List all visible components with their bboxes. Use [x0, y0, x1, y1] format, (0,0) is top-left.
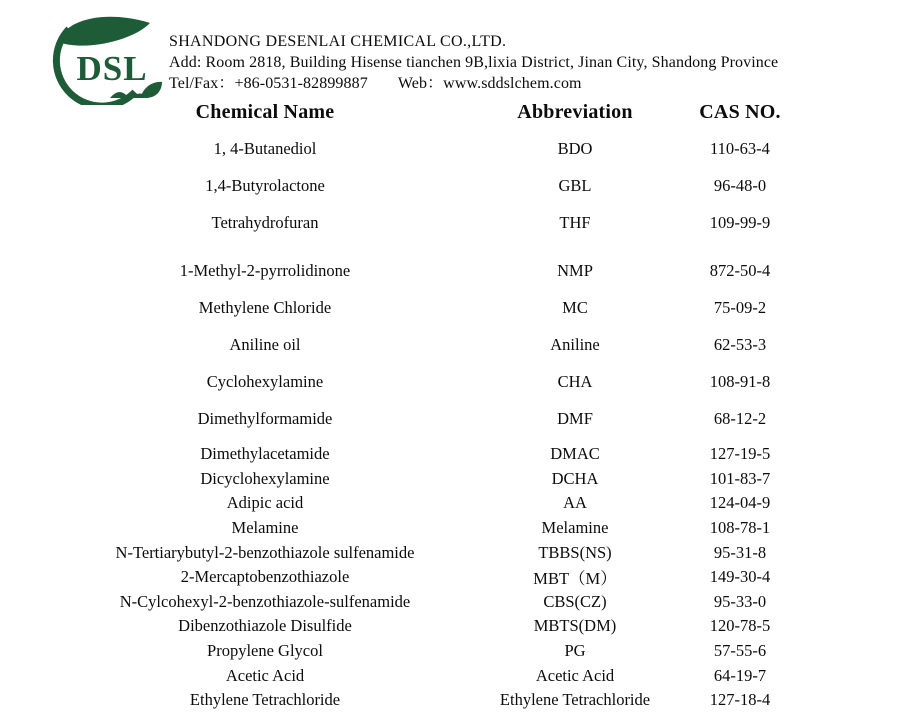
table-row [60, 204, 800, 241]
table-row [60, 491, 800, 516]
chemical-name: Propylene Glycol [207, 641, 323, 661]
abbreviation: TBBS(NS) [538, 542, 612, 562]
chemical-name: N-Cylcohexyl-2-benzothiazole-sulfenamide [119, 591, 411, 611]
abbreviation: MBTS(DM) [533, 616, 617, 636]
abbreviation: DCHA [551, 468, 599, 488]
chemical-name: 1, 4-Butanediol [213, 138, 317, 158]
web-url: www.sddslchem.com [443, 75, 582, 92]
chemical-name: Dibenzothiazole Disulfide [178, 616, 352, 636]
abbreviation: BDO [557, 138, 593, 158]
chemical-name: 1,4-Butyrolactone [205, 175, 325, 195]
cas-number: 62-53-3 [713, 334, 767, 354]
logo-text: DSL [76, 49, 148, 88]
letterhead [50, 10, 778, 105]
cas-number: 68-12-2 [713, 408, 767, 428]
cas-number: 124-04-9 [709, 493, 771, 513]
cas-number: 149-30-4 [709, 567, 771, 587]
abbreviation: THF [559, 212, 591, 232]
table-row [60, 516, 800, 541]
cas-number: 108-91-8 [709, 371, 771, 391]
cas-number: 64-19-7 [713, 665, 767, 685]
cas-number: 109-99-9 [709, 212, 771, 232]
table-row [60, 688, 800, 713]
abbreviation: GBL [558, 175, 592, 195]
company-info [169, 10, 778, 94]
cas-number: 101-83-7 [709, 468, 771, 488]
table-row [60, 540, 800, 565]
chemical-name: Acetic Acid [225, 665, 305, 685]
chemical-name: 1-Methyl-2-pyrrolidinone [179, 260, 351, 280]
chemical-name: N-Tertiarybutyl-2-benzothiazole sulfenamide [115, 542, 415, 562]
cas-number: 95-31-8 [713, 542, 767, 562]
cas-number: 108-78-1 [709, 518, 771, 538]
chemical-name: Adipic acid [226, 493, 304, 513]
cas-number: 120-78-5 [709, 616, 771, 636]
table-row [60, 363, 800, 400]
table-row [60, 663, 800, 688]
contact-line [169, 73, 778, 94]
abbreviation: MC [562, 297, 588, 317]
chemical-name: Methylene Chloride [198, 297, 332, 317]
abbreviation: DMAC [550, 444, 600, 464]
web-label: Web： [397, 75, 444, 92]
abbreviation: CBS(CZ) [543, 591, 607, 611]
chemical-name: Dicyclohexylamine [200, 468, 330, 488]
chemical-name: Dimethylformamide [197, 408, 333, 428]
table-row [60, 252, 800, 289]
chemical-name: Aniline oil [229, 334, 301, 354]
abbreviation: AA [563, 493, 587, 513]
table-row [60, 130, 800, 167]
table-row [60, 442, 800, 467]
company-logo-icon [50, 10, 165, 105]
table-row [60, 326, 800, 363]
telfax-number: +86-0531-82899887 [234, 75, 368, 92]
cas-number: 872-50-4 [709, 260, 771, 280]
table-row [60, 639, 800, 664]
column-header-cas-no: CAS NO. [699, 100, 781, 123]
cas-number: 57-55-6 [713, 641, 767, 661]
cas-number: 96-48-0 [713, 175, 767, 195]
table-header-row [60, 94, 800, 130]
chemical-name: 2-Mercaptobenzothiazole [180, 567, 350, 587]
abbreviation: Aniline [550, 334, 600, 354]
abbreviation: PG [564, 641, 586, 661]
table-row [60, 467, 800, 492]
company-name: SHANDONG DESENLAI CHEMICAL CO.,LTD. [169, 33, 507, 50]
chemical-product-table [60, 94, 800, 713]
chemical-name: Ethylene Tetrachloride [189, 690, 341, 710]
table-row [60, 289, 800, 326]
cas-number: 127-18-4 [709, 690, 771, 710]
chemical-name: Tetrahydrofuran [211, 212, 319, 232]
abbreviation: Acetic Acid [535, 665, 615, 685]
column-header-chemical-name: Chemical Name [195, 100, 335, 123]
abbreviation: Melamine [541, 518, 609, 538]
abbreviation: CHA [557, 371, 593, 391]
chemical-name: Dimethylacetamide [200, 444, 330, 464]
cas-number: 110-63-4 [710, 138, 770, 158]
column-header-abbreviation: Abbreviation [517, 100, 633, 123]
table-row [60, 400, 800, 437]
cas-number: 127-19-5 [709, 444, 771, 464]
table-row [60, 565, 800, 590]
table-row [60, 590, 800, 615]
table-row [60, 167, 800, 204]
cas-number: 75-09-2 [713, 297, 767, 317]
chemical-name: Cyclohexylamine [206, 371, 324, 391]
chemical-name: Melamine [231, 518, 299, 538]
abbreviation: Ethylene Tetrachloride [499, 690, 651, 710]
company-address: Add: Room 2818, Building Hisense tianchen 9B,lixia District, Jinan City, Shandong Province [169, 54, 779, 71]
abbreviation: MBT（M） [533, 569, 617, 589]
telfax-label: Tel/Fax： [169, 75, 235, 92]
abbreviation: DMF [557, 408, 593, 428]
logo-leaf-icon [58, 17, 150, 46]
cas-number: 95-33-0 [713, 591, 767, 611]
abbreviation: NMP [557, 260, 593, 280]
table-row [60, 614, 800, 639]
